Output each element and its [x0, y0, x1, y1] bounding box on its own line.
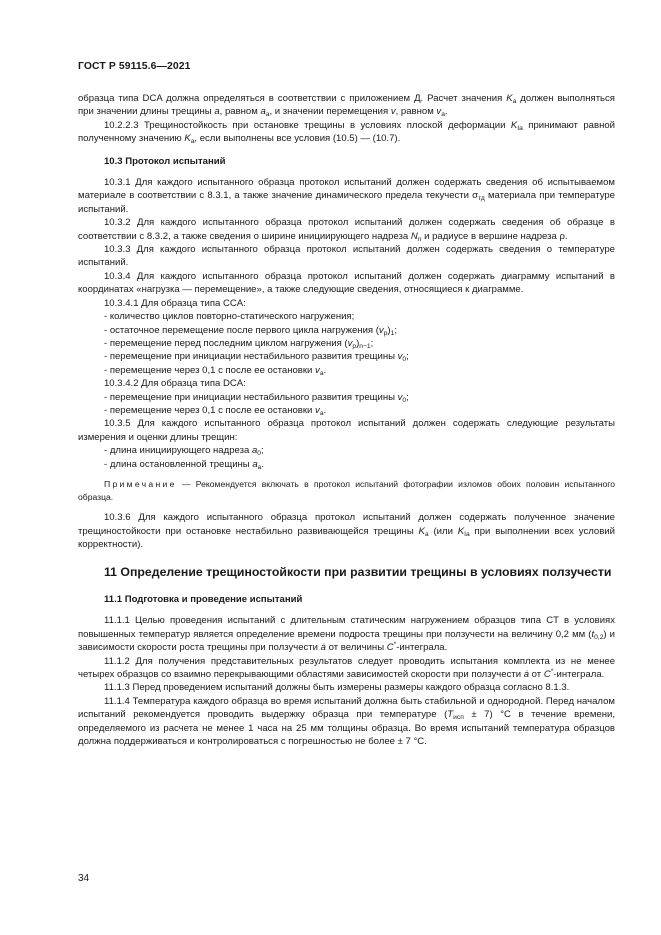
section-heading: 11.1 Подготовка и проведение испытаний	[104, 593, 303, 605]
list-item: - перемещение при инициации нестабильного развития трещины $v_0$;	[104, 391, 409, 404]
paragraph: 10.3.4.2 Для образца типа DCA:	[104, 378, 246, 390]
list-item: - перемещение через 0,1 с после ее остановки $v_a$.	[104, 404, 327, 417]
paragraph: 11.1.3 Перед проведением испытаний должны быть измерены размеры каждого образца согласно 8.1.3.	[104, 682, 570, 694]
page-number: 34	[78, 873, 90, 884]
list-item: - длина инициирующего надреза $a_0$;	[104, 445, 264, 458]
paragraph: 10.3.5 Для каждого испытанного образца протокол испытаний должен содержать следующие результаты измерения и оценки длины трещин:	[78, 418, 615, 443]
chapter-heading: 11 Определение трещиностойкости при развитии трещины в условиях ползучести	[104, 565, 612, 580]
page-body	[78, 92, 615, 748]
paragraph: образца типа DCA должна определяться в соответствии с приложением Д. Расчет значения $K_a$ должен выполняться при значении длины трещины a, равном $a_a$, и значении перемещения v, равном $v_a$.	[78, 93, 615, 119]
list-item: - количество циклов повторно-статического нагружения;	[104, 311, 355, 323]
section-heading: 10.3 Протокол испытаний	[104, 155, 226, 167]
paragraph: 10.3.1 Для каждого испытанного образца протокол испытаний должен содержать сведения об испытываемом материале в соответствии с 8.3.1, а также значение динамического предела текучести $\sigma_{тд}$ материала при температуре испытаний.	[78, 177, 615, 215]
paragraph: 10.3.4.1 Для образца типа CCA:	[104, 297, 246, 309]
paragraph: 10.3.6 Для каждого испытанного образца протокол испытаний должен содержать полученное значение трещиностойкости при остановке нестабильно развивающейся трещины $K_a$ (или $K_{Ia}$ при выполнении всех условий корректности).	[78, 512, 615, 550]
paragraph: 10.3.4 Для каждого испытанного образца протокол испытаний должен содержать диаграмму испытаний в координатах «нагрузка — перемещение», а также следующие сведения, относящиеся к диаграмме.	[78, 270, 615, 296]
paragraph: 10.3.3 Для каждого испытанного образца протокол испытаний должен содержать сведения о температуре испытаний.	[78, 244, 615, 269]
paragraph: 10.2.2.3 Трещиностойкость при остановке трещины в условиях плоской деформации $K_{Ia}$ принимают равной полученному значению $K_a$, если выполнены все условия (10.5) — (10.7).	[78, 119, 615, 146]
document-header: ГОСТ Р 59115.6—2021	[78, 61, 191, 72]
note: Примечание — Рекомендуется включать в протокол испытаний фотографии изломов обоих половин испытанного образца.	[78, 478, 615, 502]
paragraph: 10.3.2 Для каждого испытанного образца протокол испытаний должен содержать сведения об образце в соответствии с 8.3.2, а также сведения о ширине инициирующего надреза $N_n$ и радиусе в вершине надреза ρ.	[78, 217, 615, 243]
list-item: - перемещение при инициации нестабильного развития трещины $v_0$;	[104, 351, 409, 364]
paragraph: 11.1.1 Целью проведения испытаний с длительным статическим нагружением образцов типа CT в условиях повышенных температур является определение времени подроста трещины при ползучести на величину 0,2 мм $(t_{0,2})$ и зависимости скорости роста трещины при ползучести ȧ от величины C*-интеграла.	[78, 615, 616, 654]
list-item: - остаточное перемещение после первого цикла нагружения $(v_p)_1$;	[104, 324, 397, 337]
list-item: - перемещение через 0,1 с после ее остановки $v_a$.	[104, 364, 327, 377]
paragraph: 11.1.2 Для получения представительных результатов следует проводить испытания комплекта из не менее четырех образцов со взаимно перекрывающими областями зависимостей скорости при ползучести ȧ от C*-интеграла.	[78, 655, 615, 680]
paragraph: 11.1.4 Температура каждого образца во время испытаний должна быть стабильной и однородной. Перед началом испытаний рекомендуется проводить выдержку образца при температуре $(T_{исп} \pm 7)$ °C в течение времени, определяемого из расчета не менее 1 часа на 25 мм толщины образца. Во время испытаний температура образцов должна поддерживаться и контролироваться с погрешностью не более ± 7 °C.	[78, 695, 615, 747]
list-item: - перемещение перед последним циклом нагружения $(v_p)_{n-1}$;	[104, 337, 374, 350]
list-item: - длина остановленной трещины $a_a$.	[104, 458, 265, 471]
